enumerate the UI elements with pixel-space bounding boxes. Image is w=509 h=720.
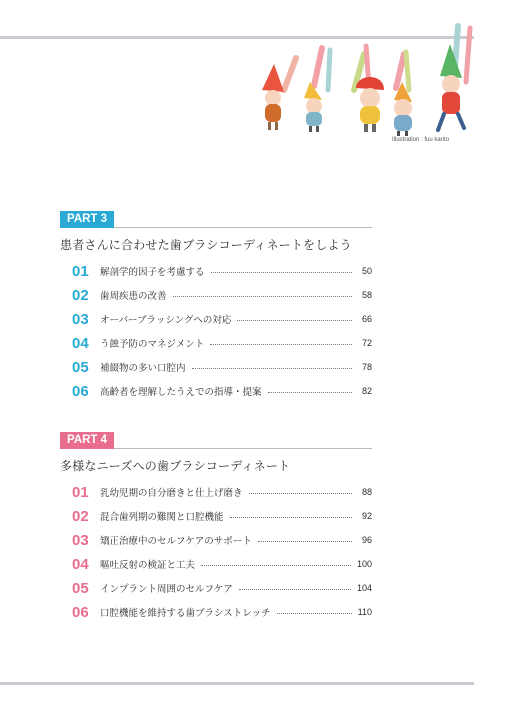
part-3-label: PART 3	[60, 211, 114, 228]
entry-page: 92	[361, 511, 372, 521]
toc-entry[interactable]	[60, 355, 372, 379]
entry-title: 歯周疾患の改善	[100, 291, 167, 302]
toc-entry[interactable]	[60, 259, 372, 283]
part-3-title: 患者さんに合わせた歯ブラシコーディネートをしよう	[60, 238, 352, 252]
gnome-5	[438, 44, 464, 130]
entry-page: 104	[356, 583, 372, 593]
entry-page: 50	[361, 266, 372, 276]
entry-number: 04	[72, 334, 89, 352]
entry-number: 01	[72, 262, 89, 280]
gnomes-toothbrush-illustration	[244, 20, 480, 138]
gnome-3	[356, 77, 384, 132]
dot-leader	[211, 272, 352, 273]
toc-entry[interactable]	[60, 552, 372, 576]
entry-page: 66	[361, 314, 372, 324]
part-3-section	[60, 207, 372, 403]
entry-number: 03	[72, 531, 89, 549]
dot-leader	[237, 320, 352, 321]
entry-title: オーバーブラッシングへの対応	[100, 315, 232, 326]
entry-number: 05	[72, 579, 89, 597]
toc-entry[interactable]	[60, 600, 372, 624]
entry-number: 02	[72, 507, 89, 525]
entry-title: 高齢者を理解したうえでの指導・提案	[100, 387, 262, 398]
entry-title: 解剖学的因子を考慮する	[100, 267, 205, 278]
illustration-credit: Illustration : fuu kanto	[392, 137, 450, 143]
entry-number: 01	[72, 483, 89, 501]
toc-entry[interactable]	[60, 283, 372, 307]
dot-leader	[249, 493, 352, 494]
entry-number: 05	[72, 358, 89, 376]
entry-title: う蝕予防のマネジメント	[100, 339, 205, 350]
entry-title: 混合歯列期の難関と口腔機能	[100, 512, 224, 523]
gnome-1	[262, 64, 284, 130]
dot-leader	[173, 296, 352, 297]
bottom-divider	[0, 682, 474, 685]
entry-title: 口腔機能を維持する歯ブラシストレッチ	[100, 608, 271, 619]
entry-number: 02	[72, 286, 89, 304]
toc-entry[interactable]	[60, 480, 372, 504]
part-4-title: 多様なニーズへの歯ブラシコーディネート	[60, 459, 291, 473]
entry-number: 03	[72, 310, 89, 328]
toc-entry[interactable]	[60, 576, 372, 600]
entry-title: 矯正治療中のセルフケアのサポート	[100, 536, 252, 547]
dot-leader	[210, 344, 352, 345]
dot-leader	[258, 541, 352, 542]
entry-number: 06	[72, 603, 89, 621]
entry-page: 88	[361, 487, 372, 497]
entry-page: 110	[357, 607, 372, 617]
dot-leader	[277, 613, 352, 614]
toc-entry[interactable]	[60, 379, 372, 403]
toc-entry[interactable]	[60, 307, 372, 331]
toc-entry[interactable]	[60, 504, 372, 528]
entry-page: 96	[361, 535, 372, 545]
dot-leader	[268, 392, 352, 393]
entry-page: 58	[361, 290, 372, 300]
part-4-section	[60, 428, 372, 624]
dot-leader	[230, 517, 352, 518]
entry-title: 補綴物の多い口腔内	[100, 363, 186, 374]
entry-page: 72	[361, 338, 372, 348]
part-4-label: PART 4	[60, 432, 114, 449]
entry-number: 04	[72, 555, 89, 573]
dot-leader	[192, 368, 352, 369]
toc-entry[interactable]	[60, 331, 372, 355]
entry-page: 100	[356, 559, 372, 569]
entry-page: 82	[361, 386, 372, 396]
entry-number: 06	[72, 382, 89, 400]
entry-page: 78	[361, 362, 372, 372]
dot-leader	[239, 589, 351, 590]
toc-entry[interactable]	[60, 528, 372, 552]
gnome-2	[304, 82, 322, 132]
entry-title: 嘔吐反射の検証と工夫	[100, 560, 196, 571]
entry-title: インプラント周囲のセルフケア	[100, 584, 233, 595]
dot-leader	[201, 565, 351, 566]
entry-title: 乳幼児期の自分磨きと仕上げ磨き	[100, 488, 243, 499]
